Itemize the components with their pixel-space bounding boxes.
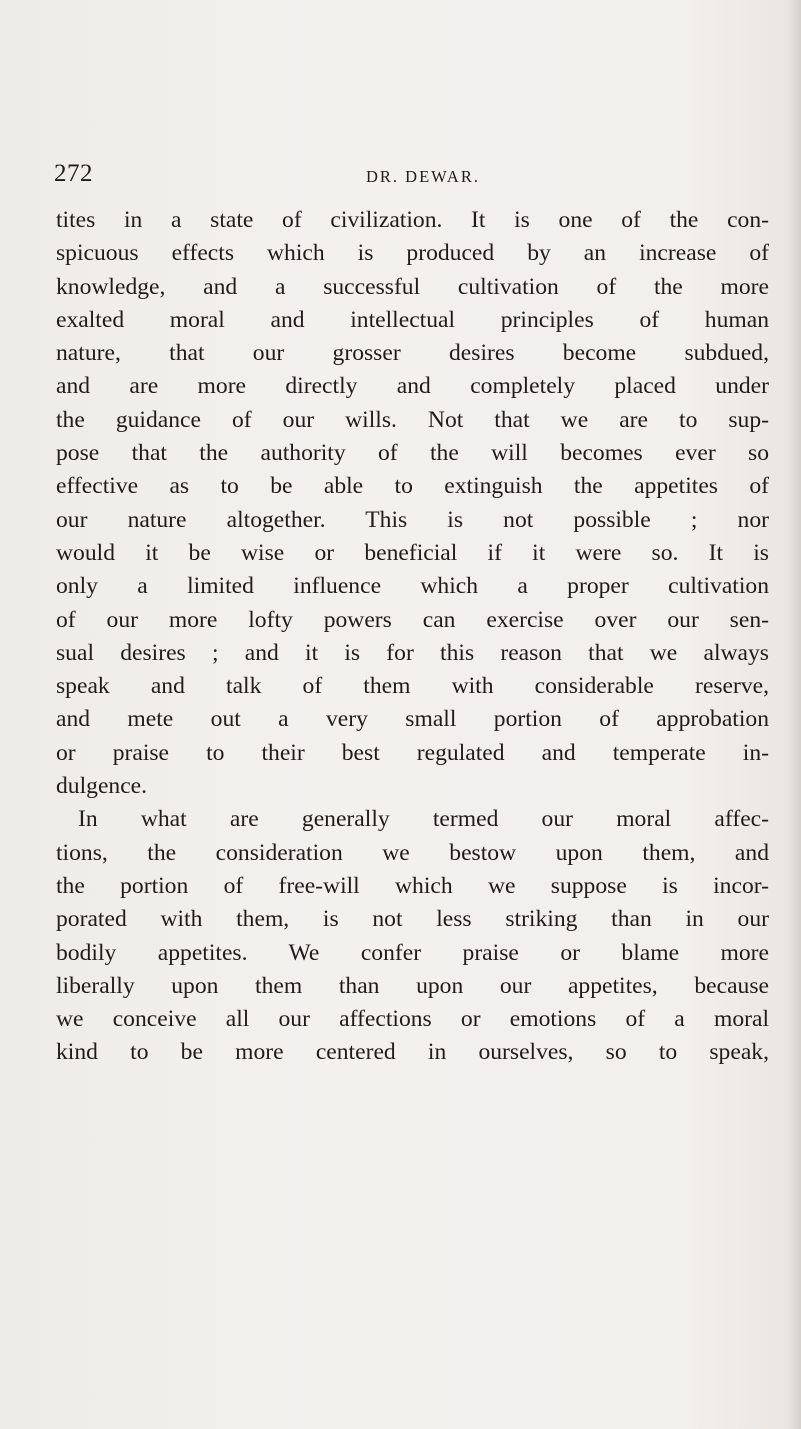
text-line: our nature altogether. This is not possible ; nor [56, 506, 769, 533]
text-line: effective as to be able to extinguish the appetites of [56, 473, 769, 500]
running-head: DR. DEWAR. [366, 167, 480, 186]
page-number: 272 [54, 160, 93, 187]
page-edge-shadow [787, 0, 801, 1429]
text-line: bodily appetites. We confer praise or blame more [56, 939, 769, 966]
text-line: knowledge, and a successful cultivation of the more [56, 273, 769, 300]
text-line: exalted moral and intellectual principles of human [56, 306, 769, 333]
text-line: and are more directly and completely placed under [56, 373, 769, 400]
body-text [56, 204, 769, 1070]
text-line: the guidance of our wills. Not that we are to sup- [56, 406, 769, 433]
text-line: liberally upon them than upon our appetites, because [56, 972, 769, 999]
text-line: would it be wise or beneficial if it were so. It is [56, 539, 769, 566]
text-line: pose that the authority of the will becomes ever so [56, 440, 769, 467]
text-line: of our more lofty powers can exercise over our sen- [56, 606, 769, 633]
paragraph-end-line: dulgence. [56, 773, 148, 800]
text-line: sual desires ; and it is for this reason that we always [56, 639, 769, 666]
text-line: tites in a state of civilization. It is one of the con- [56, 207, 769, 233]
page-header [54, 162, 754, 198]
text-line: porated with them, is not less striking than in our [56, 906, 769, 933]
text-line: and mete out a very small portion of approbation [56, 706, 769, 733]
text-line: nature, that our grosser desires become subdued, [56, 340, 769, 367]
paragraph-start-line: In what are generally termed our moral affec- [78, 806, 769, 833]
text-line: the portion of free-will which we suppose is incor- [56, 872, 769, 899]
text-line: speak and talk of them with considerable reserve, [56, 673, 769, 700]
text-line: or praise to their best regulated and temperate in- [56, 739, 769, 766]
text-line: kind to be more centered in ourselves, so to speak, [56, 1039, 769, 1066]
text-line: we conceive all our affections or emotions of a moral [56, 1006, 769, 1033]
text-line: spicuous effects which is produced by an increase of [56, 240, 769, 267]
text-line: tions, the consideration we bestow upon them, and [56, 839, 769, 866]
text-line: only a limited influence which a proper cultivation [56, 573, 769, 600]
